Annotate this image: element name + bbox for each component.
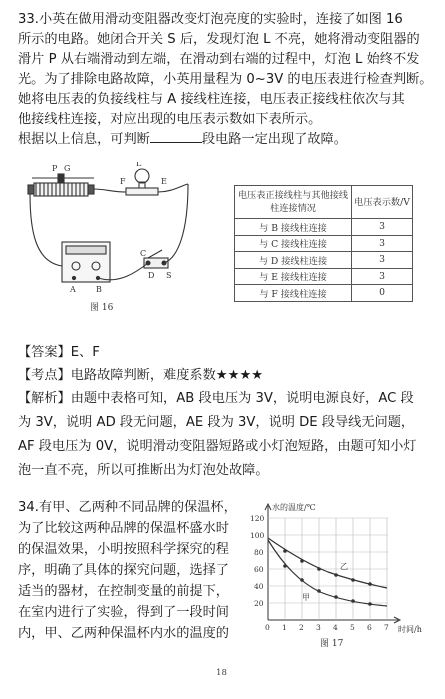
table-row [235, 235, 413, 252]
table-cell-connection: 与 D 接线柱连接 [235, 252, 352, 269]
table-header-connection: 电压表正接线柱与其他接线柱连接情况 [235, 186, 352, 219]
table-cell-connection: 与 C 接线柱连接 [235, 235, 352, 252]
table-cell-connection: 与 E 接线柱连接 [235, 268, 352, 285]
x-tick: 0 [265, 623, 270, 632]
label-C: C [140, 249, 147, 258]
q33-line-4: 光。为了排除电路故障，小英用量程为 0~3V 的电压表进行检查判断。 [18, 72, 433, 87]
q33-line-5: 她将电压表的负接线柱与 A 接线柱连接，电压表正接线柱依次与其 [18, 92, 405, 107]
q34-line-4: 序，明确了具体的探究问题，选择了 [18, 563, 229, 578]
q34-line-7: 内，甲、乙两种保温杯内水的温度的 [18, 626, 229, 641]
y-tick: 20 [254, 599, 264, 608]
kaodian-line: 【考点】电路故障判断，难度系数★★★★ [18, 368, 264, 383]
jiexi-line-4: 泡一直不亮，所以可推断出为灯泡处故障。 [18, 463, 269, 478]
y-tick: 60 [254, 565, 264, 574]
x-tick: 1 [282, 623, 287, 632]
table-cell-connection: 与 F 接线柱连接 [235, 285, 352, 302]
table-row [235, 285, 413, 302]
q34-line-3: 的保温效果，小明按照科学探究的程 [18, 542, 229, 557]
y-tick: 100 [250, 531, 265, 540]
q34-line-6: 在室内进行了实验，得到了一段时间 [18, 605, 229, 620]
q34-line-1: 34.有甲、乙两种不同品牌的保温杯， [18, 500, 237, 515]
label-L: L [136, 162, 142, 168]
x-tick: 3 [316, 623, 321, 632]
label-G: G [64, 164, 71, 173]
table-header-voltage: 电压表示数/V [352, 186, 413, 219]
figure-17-caption: 图 17 [320, 639, 344, 649]
table-cell-voltage: 3 [352, 219, 413, 236]
y-tick: 40 [254, 582, 264, 591]
q33-line-1: 33.小英在做用滑动变阻器改变灯泡亮度的实验时，连接了如图 16 [18, 12, 403, 27]
x-tick: 5 [350, 623, 355, 632]
circuit-diagram [22, 162, 222, 312]
figure-17-graph [248, 500, 430, 650]
y-tick: 120 [250, 514, 265, 523]
x-tick: 7 [384, 623, 389, 632]
table-cell-voltage: 0 [352, 285, 413, 302]
q33-blank-before: 根据以上信息，可判断 [18, 132, 150, 147]
curve-label-yi: 乙 [340, 562, 348, 571]
label-F: F [120, 177, 126, 186]
label-B: B [96, 285, 102, 294]
x-axis-label: 时间/h [398, 625, 422, 634]
q33-line-7 [18, 130, 347, 150]
jiexi-line-3: AF 段电压为 0V，说明滑动变阻器短路或小灯泡短路，由题可知小灯 [18, 439, 417, 454]
q33-line-3: 滑片 P 从右端滑动到左端，在滑动到右端的过程中，灯泡 L 始终不发 [18, 52, 420, 67]
q33-line-2: 所示的电路。她闭合开关 S 后，发现灯泡 L 不亮，她将滑动变阻器的 [18, 32, 420, 47]
jiexi-line-1: 【解析】由题中表格可知，AB 段电压为 3V，说明电源良好，AC 段 [18, 391, 414, 406]
x-tick: 2 [299, 623, 304, 632]
figure-16-circuit [22, 162, 222, 312]
table-row [235, 219, 413, 236]
q34-line-5: 适当的器材，在控制变量的前提下， [18, 584, 229, 599]
q33-blank-after: 段电路一定出现了故障。 [201, 132, 347, 147]
y-axis-label: 水的温度/℃ [272, 503, 316, 512]
label-A: A [70, 285, 76, 294]
label-E: E [161, 177, 167, 186]
table-header-row [235, 186, 413, 219]
figure-16-caption: 图 16 [90, 303, 114, 312]
curve-label-jia: 甲 [302, 593, 310, 602]
answer-blank [150, 130, 202, 143]
label-D: D [148, 271, 155, 280]
table-cell-connection: 与 B 接线柱连接 [235, 219, 352, 236]
curve-yi [268, 538, 387, 588]
jiexi-line-2: 为 3V，说明 AD 段无问题，AE 段为 3V，说明 DE 段导线无问题， [18, 415, 415, 430]
y-tick: 80 [254, 548, 264, 557]
page-number: 18 [216, 668, 227, 678]
x-tick: 4 [333, 623, 338, 632]
label-P: P [52, 164, 58, 173]
voltage-table [234, 185, 413, 302]
temperature-graph [248, 500, 430, 650]
table-cell-voltage: 3 [352, 252, 413, 269]
x-tick: 6 [367, 623, 372, 632]
table-cell-voltage: 3 [352, 235, 413, 252]
answer-line: 【答案】E、F [18, 345, 100, 360]
q34-line-2: 为了比较这两种品牌的保温杯盛水时 [18, 521, 229, 536]
table-row [235, 252, 413, 269]
label-S: S [166, 271, 172, 280]
table-cell-voltage: 3 [352, 268, 413, 285]
q33-line-6: 他接线柱连接，对应出现的电压表示数如下表所示。 [18, 112, 322, 127]
voltage-table-grid [234, 185, 413, 302]
table-row [235, 268, 413, 285]
